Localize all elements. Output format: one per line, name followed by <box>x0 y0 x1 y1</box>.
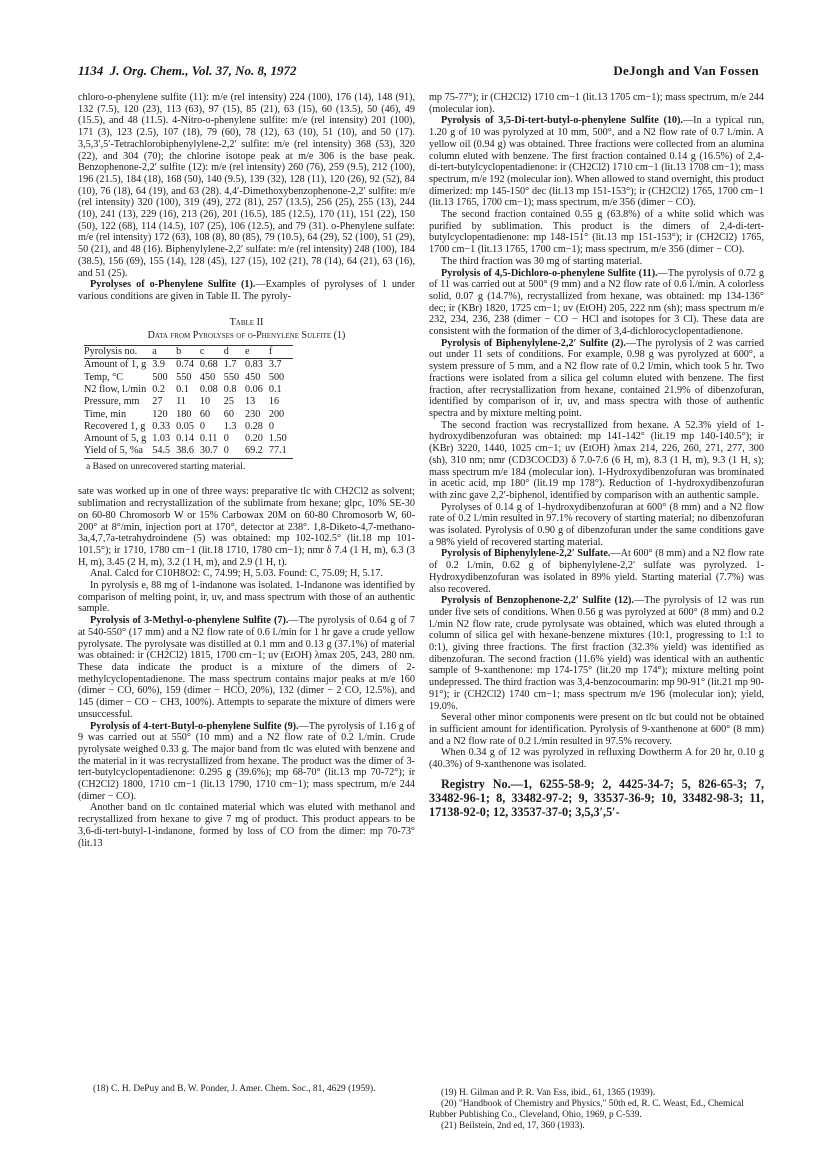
section-heading: Pyrolysis of 4,5-Dichloro-o-phenylene Sulfite (11). <box>441 267 658 279</box>
paragraph: When 0.34 g of 12 was pyrolyzed in refluxing Dowtherm A for 20 hr, 0.10 g (40.3%) of 9-xanthenone was isolated. <box>429 747 764 771</box>
row-label: N2 flow, l./min <box>84 383 147 395</box>
section-heading: Pyrolysis of 3-Methyl-o-phenylene Sulfite (7). <box>90 615 289 627</box>
paragraph-text: —At 600° (8 mm) and a N2 flow rate of 0.2 l./min, 0.62 g of biphenylylene-2,2′ sulfate was pyrolyzed. 1-Hydroxydibenzofuran was isolated in 89% yield. Starting material (7.7%) was also recovered. <box>429 548 764 595</box>
table-cell: 0 <box>268 420 274 432</box>
table-cell: 500 <box>152 371 168 383</box>
table-cell: 0 <box>199 420 206 432</box>
paragraph: Anal. Calcd for C10H8O2: C, 74.99; H, 5.03. Found: C, 75.09; H, 5.17. <box>90 568 383 580</box>
paragraph: Several other minor components were present on tlc but could not be obtained in sufficient amount for identification. Pyrolysis of 9-xanthenone at 600° (8 mm) and a N2 flow rate of 0.2 l./min resulted in 97.5% recovery. <box>429 712 764 747</box>
table-cell: c <box>200 346 224 359</box>
row-label: Recovered 1, g <box>84 420 146 432</box>
table-cell: 0.1 <box>268 383 282 395</box>
paragraph: mp 75-77°); ir (CH2Cl2) 1710 cm−1 (lit.13 1705 cm−1); mass spectrum, m/e 244 (molecular ion). <box>429 92 764 115</box>
paragraph: The second fraction contained 0.55 g (63.8%) of a white solid which was purified by sublimation. This product is the dimers of 2,4-di-tert-butylcyclopentadienone: mp 148-151° (lit.13 mp 151-153°); ir (CH2Cl2) 1765, 1700 cm−1 (lit.13 1765, 1700 cm−1); mass spectrum, m/e 356 (dimer − CO). <box>429 209 764 256</box>
table-cell: 0.28 <box>245 420 263 432</box>
table-cell: 3.7 <box>268 359 282 371</box>
table-cell: 0.08 <box>199 383 218 395</box>
table-cell: 450 <box>245 371 261 383</box>
section-heading: Pyrolysis of Benzophenone-2,2′ Sulfite (12). <box>441 595 634 607</box>
table-cell: 25 <box>223 396 234 408</box>
table-cell: 180 <box>176 408 192 420</box>
paragraph <box>78 721 415 803</box>
paragraph-text: —The pyrolysis of 0.64 g of 7 at 540-550° (17 mm) and a N2 flow rate of 0.6 l./min for 1 hr gave a crude yellow pyrolysate. The pyrolysate was distilled at 0.1 mm and 0.13 g (37.1%) of material was obtained: ir (CH2Cl2) 1815, 1700 cm−1; uv (EtOH) λmax 205, 243, 280 nm. These data indicate the product is a mixture of the dimers of 2-methylcyclopentadienone. The mass spectrum contains major peaks at m/e 160 (dimer − CO, 60%), 159 (dimer − HCO, 20%), 132 (dimer − 2 CO, 12.5%), and 145 (dimer − CO − CH3, 100%). Attempts to separate the mixture of dimers were unsuccessful. <box>78 615 415 720</box>
row-label: Amount of 5, g <box>84 433 147 445</box>
table-row <box>84 409 293 421</box>
table-cell: 77.1 <box>269 445 293 458</box>
footnote-18: (18) C. H. DePuy and B. W. Ponder, J. Amer. Chem. Soc., 81, 4629 (1959). <box>93 1084 376 1094</box>
section-heading: Pyrolysis of 3,5-Di-tert-butyl-o-phenylene Sulfite (10). <box>441 115 683 127</box>
section-heading: Pyrolyses of o-Phenylene Sulfite (1). <box>90 279 256 291</box>
running-head-authors: DeJongh and Van Fossen <box>613 63 759 78</box>
paragraph-text: —In a typical run, 1.20 g of 10 was pyrolyzed at 10 mm, 500°, and a N2 flow rate of 0.7 l./min. A yellow oil (0.94 g) was obtained. Three fractions were collected from an alumina column eluted with benzene. The first fraction contained 0.14 g (16.5%) of 2,4-di-tert-butylcyclopentadienone: ir (CH2Cl2) 1710 cm−1 (lit.13 1708 cm−1); mass spectrum, m/e 192 (molecular ion). When allowed to stand overnight, this product dimerized: mp 145-150° dec (lit.13 mp 151-153°); ir (CH2Cl2) 1765, 1700 cm−1 (lit.13 1765, 1700 cm−1); mass spectrum, m/e 356 (dimer − CO). <box>429 115 764 209</box>
paragraph <box>429 115 764 209</box>
table-cell: 0 <box>223 433 229 445</box>
table-cell: 3.9 <box>152 359 165 371</box>
row-label: Time, min <box>84 408 127 420</box>
table-cell: 1.03 <box>152 433 171 445</box>
table-caption: Data from Pyrolyses of o-Phenylene Sulfite (1) <box>147 330 346 342</box>
row-label: Amount of 1, g <box>84 359 147 371</box>
table-cell: 10 <box>199 396 211 408</box>
table-cell: 69.2 <box>245 445 269 458</box>
table-cell: 0.06 <box>245 383 263 395</box>
paragraph-text: —The pyrolysis of 2 was carried out under 11 sets of conditions. For example, 0.98 g was pyrolyzed at 600°, a system pressure of 5 mm, and a N2 flow rate of 0.2 l/min, which took 5 hr. Two fractions were isolated from a silica gel column eluted with benzene. The first fraction, after recrystallization from hexane, contained 21.9% of dibenzofuran, identified by comparison of ir, uv, and mass spectra with those of authentic spectra and by mixture melting point. <box>429 337 764 419</box>
table-cell: 0.20 <box>245 433 263 445</box>
left-column <box>78 92 415 849</box>
table-cell: 450 <box>199 371 216 383</box>
section-heading: Pyrolysis of Biphenylylene-2,2′ Sulfate. <box>441 548 611 560</box>
table-footnote: a Based on unrecovered starting material. <box>86 460 246 472</box>
page-number: 1134 <box>78 63 104 78</box>
row-label: Pressure, mm <box>84 396 140 408</box>
paragraph: Pyrolyses of 0.14 g of 1-hydroxydibenzofuran at 600° (8 mm) and a N2 flow rate of 0.2 l./min resulted in 97.1% recovery of starting material; no dibenzofuran was isolated. Pyrolysis of 0.90 g of dibenzofuran under the same conditions gave a 98% yield of recovered starting material. <box>429 501 764 548</box>
table-cell: 60 <box>223 408 234 420</box>
section-heading: Pyrolysis of Biphenylylene-2,2′ Sulfite (2). <box>441 337 626 349</box>
paragraph-text: —Examples of pyrolyses of 1 under various conditions are given in Table II. The pyroly- <box>78 279 416 302</box>
paragraph <box>78 615 415 720</box>
table-cell: 230 <box>245 408 261 420</box>
table-cell: 120 <box>152 408 168 420</box>
table-cell: 0 <box>224 445 245 458</box>
table-cell: 0.33 <box>152 420 171 432</box>
table-cell: 1.7 <box>223 359 237 371</box>
table-row <box>84 359 293 372</box>
table-row <box>84 433 293 445</box>
table-cell: 200 <box>268 408 285 420</box>
table-row <box>84 421 293 433</box>
row-label: Temp, °C <box>84 371 124 383</box>
table-row <box>84 396 293 408</box>
footnote-21: (21) Beilstein, 2nd ed, 17, 360 (1933). <box>441 1121 585 1131</box>
paragraph <box>429 268 764 338</box>
journal-citation: J. Org. Chem., Vol. 37, No. 8, 1972 <box>109 63 297 78</box>
table-cell: 30.7 <box>200 445 224 458</box>
table-row <box>84 445 293 458</box>
table-cell: 27 <box>152 396 163 408</box>
paragraph-text: —The pyrolysis of 1.16 g of 9 was carried out at 550° (10 mm) and a N2 flow rate of 0.2 l./min. Crude pyrolysate weighed 0.33 g. The major band from tlc was eluted with benzene and the material in it was recrystallized from hexane. The product was the dimer of 3-tert-butylcyclopentadienone: 0.295 g (39.6%); mp 68-70° (lit.13 mp 70-72°); ir (CH2Cl2) 1800, 1710 cm−1 (lit.13 1790, 1710 cm−1); mass spectrum, m/e 244 (dimer − CO). <box>78 720 415 802</box>
table-cell: 0.74 <box>176 359 194 371</box>
paragraph: The third fraction was 30 mg of starting material. <box>441 255 643 267</box>
table-cell: 500 <box>268 371 285 383</box>
table-cell: 60 <box>199 408 211 420</box>
table-row <box>84 372 293 384</box>
paragraph: chloro-o-phenylene sulfite (11): m/e (rel intensity) 224 (100), 176 (14), 148 (91), 132 (7.5), 120 (23), 113 (63), 97 (15), 85 (21), 63 (15), 60 (13.5), 50 (46), 49 (15.5), and 48 (11.5). 4-Nitro-o-phenylene sulfite: m/e (rel intensity) 201 (100), 171 (3), 123 (2.5), 107 (18), 79 (60), 78 (12), 63 (10), 51 (10), and 50 (17). 3,5,3′,5′-Tetrachlorobiphenylylene-2,2′ sulfite: m/e (rel intensity) 368 (53), 320 (22), and 304 (70); the chlorine isotope peak at m/e 306 is the base peak. Benzophenone-2,2′ sulfite (12): m/e (rel intensity) 260 (76), 259 (9.5), 212 (100), 196 (21.5), 184 (18), 168 (50), 140 (9.5), 139 (32), 128 (11), 120 (26), 92 (52), 84 (10), 76 (18), 64 (19), and 63 (28). 4,4′-Dimethoxybenzophenone-2,2′ sulfite: m/e (rel intensity) 320 (100), 319 (49), 272 (81), 257 (13.5), 256 (25), 255 (13), 244 (10), 241 (13), 229 (16), 213 (26), 201 (16.5), 185 (12.5), 170 (11), 151 (22), 150 (50), 122 (68), 114 (14.5), 107 (25), 106 (12.5), and 79 (31). o-Phenylene sulfate: m/e (rel intensity) 172 (63), 108 (8), 80 (85), 79 (10.5), 64 (29), 52 (100), 51 (29), 50 (21), and 48 (16). Biphenylylene-2,2′ sulfate: m/e (rel intensity) 248 (100), 184 (38.5), 156 (69), 155 (14), 128 (45), 127 (15), 102 (21), 78 (14), 64 (21), 63 (16), and 51 (25). <box>78 92 415 279</box>
table-cell: b <box>176 346 200 359</box>
table-cell: 13 <box>245 396 256 408</box>
table-cell: 0.1 <box>176 383 189 395</box>
paragraph <box>78 279 415 302</box>
footnote-19: (19) H. Gilman and P. R. Van Ess, ibid., 61, 1365 (1939). <box>441 1088 656 1098</box>
running-head-left <box>78 63 297 79</box>
row-label: Pyrolysis no. <box>84 346 152 359</box>
row-label: Yield of 5, %a <box>84 445 152 458</box>
paragraph <box>429 338 764 420</box>
table-cell: 54.5 <box>152 445 176 458</box>
paragraph-text: —The pyrolysis of 0.72 g of 11 was carried out at 500° (9 mm) and a N2 flow rate of 0.6 l./min. A colorless solid, 0.07 g (14.7%), recrystallized from hexane, was obtained: mp 134-136° dec; ir (KBr) 1820, 1725 cm−1; uv (EtOH) 205, 222 nm (sh); mass spectrum m/e 232, 234, 236, 238 (dimer − CO − HCl and isotopes for 3 Cl). These data are consistent with the formation of the dimer of 3,4-dichlorocyclopentadienone. <box>429 267 765 338</box>
paragraph <box>429 595 764 712</box>
table-cell: e <box>245 346 269 359</box>
paragraph: sate was worked up in one of three ways: preparative tlc with CH2Cl2 as solvent; sublimation and recrystallization of the sublimate from hexane; glpc, 10% SE-30 on 60-80 Chromosorb W or 15% Carbowax 20M on 60-80 Chromosorb W, 60-200° at 8°/min, injection port at 170°, detector at 238°. 1,8-Diketo-4,7-methano-3a,4,7,7a-tetrahydroindene (5) was obtained: mp 102-102.5° (lit.18 mp 101-101.5°); ir 1710, 1780 cm−1 (lit.18 1710, 1780 cm−1); nmr δ 7.4 (1 H, m), 6.3 (3 H, m), 3.45 (2 H, m), 3.2 (1 H, m), and 2.9 (1 H, t). <box>78 486 415 568</box>
paragraph: The second fraction was recrystallized from hexane. A 52.3% yield of 1-hydroxydibenzofuran was obtained: mp 141-142° (lit.19 mp 140-140.5°); ir (KBr) 3220, 1440, 1025 cm−1; uv (EtOH) λmax 214, 226, 260, 271, 277, 300 (sh), 310 nm; nmr (CD3COCD3) δ 7.0-7.6 (6 H, m), 8.3 (1 H, m), 9.3 (1 H, s); mass spectrum m/e 184 (molecular ion). 1-Hydroxydibenzofuran was brominated in acetic acid, mp 180° (lit.19 mp 178°). Reduction of 1-hydroxydibenzofuran with zinc gave 2,2′-biphenol, identified by comparison with an authentic sample. <box>429 419 764 501</box>
table-cell: 0.8 <box>223 383 237 395</box>
table-cell: 550 <box>176 371 192 383</box>
footnote-20: (20) "Handbook of Chemistry and Physics," 50th ed, R. C. Weast, Ed., Chemical Rubber Publishing Co., Cleveland, Ohio, 1969, p C-539. <box>429 1099 744 1120</box>
paragraph-text: —The pyrolysis of 12 was run under five sets of conditions. When 0.56 g was pyrolyzed at 600° (8 mm) and 0.2 l./min N2 flow rate, crude pyrolysate was obtained, which was eluted through a column of silica gel with hexane-benzene mixtures (10:1, progressing to 1:1 to 0:1), giving three fractions. The first fraction (32.3% yield) was identified as dibenzofuran. The second fraction (11.6% yield) was identical with an authentic sample of 9-xanthenone: mp 174-175° (lit.20 mp 174°); mixture melting point undepressed. The third fraction was 3,4-benzocoumarin: mp 90-91° (lit.21 mp 90-91°); ir (CH2Cl2) 1740 cm−1; mass spectrum m/e 196 (molecular ion); yield, 19.0%. <box>429 595 764 712</box>
registry-numbers: Registry No.—1, 6255-58-9; 2, 4425-34-7; 5, 826-65-3; 7, 33482-96-1; 8, 33482-97-2; 9, 33537-36-9; 10, 33482-98-3; 11, 17138-92-0; 12, 33537-37-0; 3,5,3′,5′- <box>429 776 764 819</box>
table-cell: 38.6 <box>176 445 200 458</box>
paragraph <box>429 548 764 595</box>
page-header <box>78 63 759 83</box>
data-table <box>84 345 293 459</box>
table-cell: 0.11 <box>199 433 218 445</box>
table-cell: 0.05 <box>176 420 194 432</box>
section-heading: Pyrolysis of 4-tert-Butyl-o-phenylene Sulfite (9). <box>90 720 299 732</box>
table-cell: 0.68 <box>199 359 218 371</box>
table-cell: 11 <box>176 396 186 408</box>
paragraph: In pyrolysis e, 88 mg of 1-indanone was isolated. 1-Indanone was identified by comparison of melting point, ir, uv, and mass spectrum with those of an authentic sample. <box>78 580 415 615</box>
table-cell: f <box>269 346 293 359</box>
right-column <box>429 92 764 831</box>
table-cell: 1.50 <box>268 433 287 445</box>
table-row <box>84 384 293 396</box>
table-cell: a <box>152 346 176 359</box>
table-cell: 550 <box>223 371 240 383</box>
table-cell: 0.14 <box>176 433 194 445</box>
paragraph: Another band on tlc contained material which was eluted with methanol and recrystallized from hexane to give 7 mg of product. This product appears to be 3,6-di-tert-butyl-1-indanone, formed by loss of CO from the dimer: mp 70-73° (lit.13 <box>78 802 415 849</box>
table-cell: 1.3 <box>223 420 237 432</box>
table-cell: 16 <box>268 396 280 408</box>
table-row <box>84 346 293 359</box>
footnotes-right <box>429 1088 764 1132</box>
table-cell: d <box>224 346 245 359</box>
table-title: Table II <box>229 316 264 328</box>
table-cell: 0.83 <box>245 359 263 371</box>
table-cell: 0.2 <box>152 383 165 395</box>
